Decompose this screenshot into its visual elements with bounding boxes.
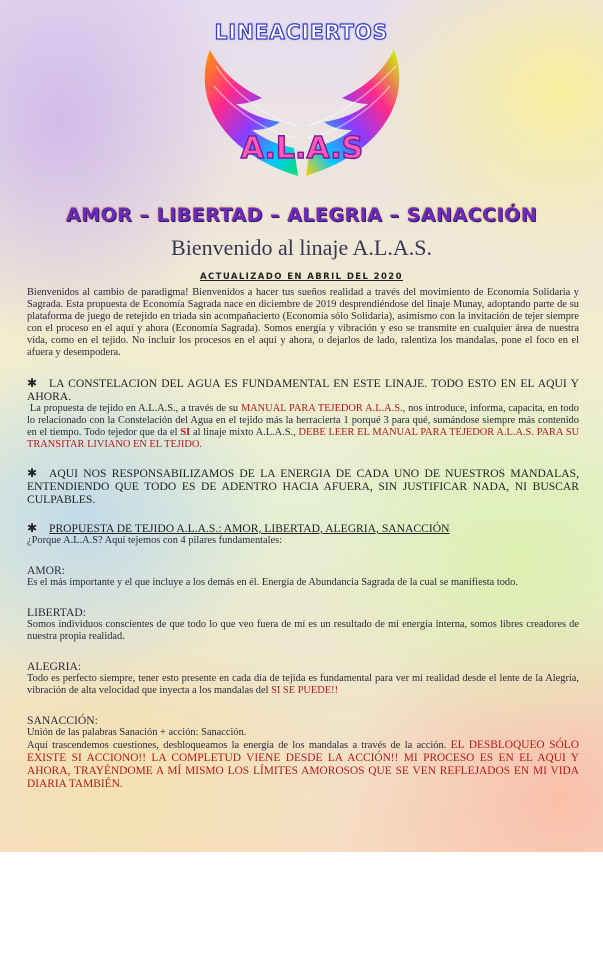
pillars-question: ¿Porque A.L.A.S? Aquí tejemos con 4 pilares fundamentales: [27, 535, 283, 546]
pillar-title-libertad: LIBERTAD: [27, 606, 86, 619]
bullet-heading: PROPUESTA DE TEJIDO A.L.A.S.: AMOR, LIBERTAD, ALEGRIA, SANACCIÓN [49, 522, 450, 535]
wings-logo-icon [196, 46, 408, 196]
pillar-text-sanaccion-2: Aquí trascendemos cuestiones, desbloqueamos la energía de los mandalas a través de la acción. EL DESBLOQUEO SÓLO EXISTE SI ACCIONO!! LA COMPLETUD VIENE DESDE LA ACCIÓN!! MI PROCESO ES EN EL AQUI Y AHORA, TRAYÉNDOME A MÍ MISMO LOS LÍMITES AMOROSOS QUE SE VEN REFLEJADOS EN MI VIDA DIARIA TAMBIÉN. [27, 739, 579, 790]
pillar-text-libertad: Somos individuos conscientes de que todo lo que veo fuera de mí es un resultado de mi energía interna, somos libres creadores de nuestra propia realidad. [27, 619, 579, 642]
si-se-puede: SI SE PUEDE!! [271, 685, 339, 696]
manual-title: MANUAL PARA TEJEDOR A.L.A.S. [240, 403, 403, 414]
bullet-responsibility [27, 467, 579, 506]
motto: AMOR – LIBERTAD – ALEGRIA – SANACCIÓN [65, 204, 538, 226]
pillar-text-amor: Es el más importante y el que incluye a los demás en él. Energía de Abundancia Sagrada de la cual se manifiesta todo. [27, 577, 518, 588]
pillar-text-sanaccion: Unión de las palabras Sanación + acción: Sanacción. [27, 727, 247, 738]
star-icon: ✱ [27, 521, 38, 535]
bullet-heading: LA CONSTELACION DEL AGUA ES FUNDAMENTAL EN ESTE LINAJE. TODO ESTO EN EL AQUI Y AHORA. [27, 377, 579, 403]
pillar-title-alegria: ALEGRIA: [27, 660, 82, 673]
welcome-title: Bienvenido al linaje A.L.A.S. [171, 235, 432, 260]
document-body [27, 287, 579, 791]
pillar-title-amor: AMOR: [27, 564, 66, 577]
bullet-water-constellation [27, 377, 579, 403]
logo-title: LINEACIERTOS [214, 20, 389, 44]
intro-paragraph: Bienvenidos al cambio de paradigma! Bienvenidos a hacer tus sueños realidad a través del movimiento de Economía Solidaria y Sagrada. Esta propuesta de Economía Sagrada nace en diciembre de 2019 desprendiéndose del linaje Munay, adoptando parte de su plataforma de juego de retejido en triada sin acompañacierto (Economía sólo Solidaria), asimismo con la invitación de tejer siempre con el proceso en el aquí y ahora (Economía Sagrada). Somos energía y vibración y eso se transmite en cualquier área de nuestra vida, como en el tejido. No incluir los procesos en el aquí y ahora, o dejarlos de lado, ralentiza los mandalas, pone el foco en el afuera y desempodera. [27, 287, 579, 358]
bullet-heading: AQUI NOS RESPONSABILIZAMOS DE LA ENERGIA DE CADA UNO DE NUESTROS MANDALAS, ENTENDIENDO QUE TODO ES DE ADENTRO HACIA AFUERA, SIN JUSTIFICAR NADA, NI BUSCAR CULPABLES. [27, 467, 579, 506]
pillar-text-alegria: Todo es perfecto siempre, tener esto presente en cada día de tejida es fundamental para ver mi realidad desde el lente de la Alegría, vibración de alta velocidad que inyecta a los mandalas del SI SE PUEDE!! [27, 673, 579, 696]
star-icon: ✱ [27, 376, 38, 390]
si-word: SI [180, 427, 191, 438]
bullet-proposal [27, 522, 579, 535]
star-icon: ✱ [27, 466, 38, 480]
must-read-note: DEBE LEER EL MANUAL PARA TEJEDOR A.L.A.S. PARA SU TRANSITAR LIVIANO EN EL TEJIDO. [27, 427, 579, 450]
manual-paragraph: La propuesta de tejido en A.L.A.S., a través de su MANUAL PARA TEJEDOR A.L.A.S., nos introduce, informa, capacita, en todo lo relacionado con la Constelación del Agua en el tejido más la herracierta 1 porqué 3 para qué, sumándose siempre más contenido en el tiempo. Todo tejedor que da el SI al linaje mixto A.L.A.S., DEBE LEER EL MANUAL PARA TEJEDOR A.L.A.S. PARA SU TRANSITAR LIVIANO EN EL TEJIDO. [27, 403, 579, 450]
updated-date: ACTUALIZADO EN ABRIL DEL 2020 [200, 272, 403, 282]
logo-letters: A.L.A.S [240, 131, 364, 166]
unblocking-statement: EL DESBLOQUEO SÓLO EXISTE SI ACCIONO!! LA COMPLETUD VIENE DESDE LA ACCIÓN!! MI PROCESO ES EN EL AQUI Y AHORA, TRAYÉNDOME A MÍ MISMO LOS LÍMITES AMOROSOS QUE SE VEN REFLEJADOS EN MI VIDA DIARIA TAMBIÉN. [27, 739, 579, 790]
pillar-title-sanaccion: SANACCIÓN: [27, 714, 98, 727]
